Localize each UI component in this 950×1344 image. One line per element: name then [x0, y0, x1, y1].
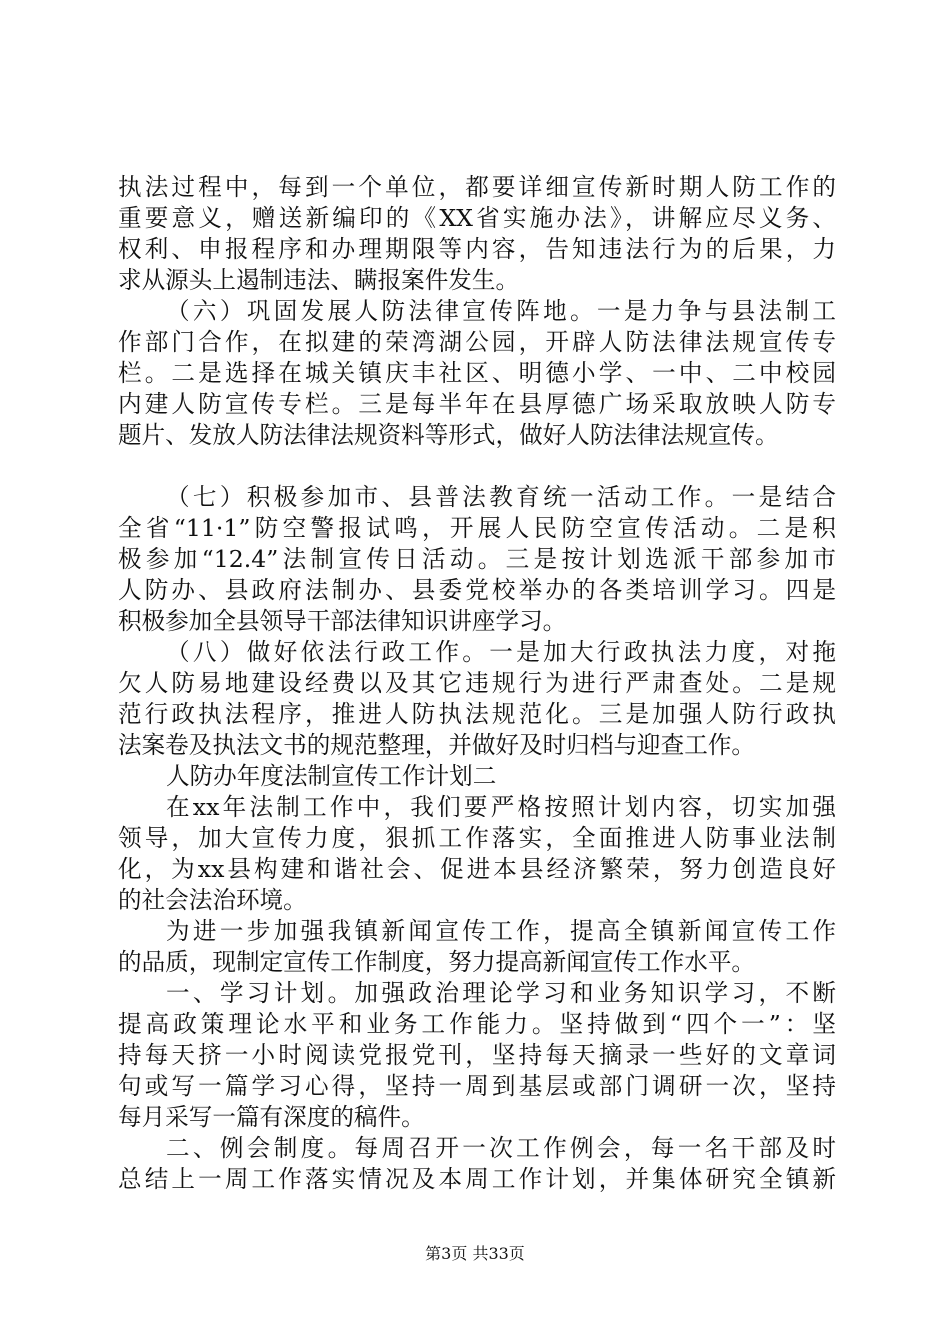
- section-heading: 人防办年度法制宣传工作计划二: [166, 762, 497, 790]
- text-line: （八）做好依法行政工作。一是加大行政执法力度，对拖: [166, 638, 836, 666]
- text-line: 全省“11·1”防空警报试鸣，开展人民防空宣传活动。二是积: [118, 514, 836, 542]
- text-line: 内建人防宣传专栏。三是每半年在县厚德广场采取放映人防专: [118, 390, 836, 418]
- text-line: 领导，加大宣传力度，狠抓工作落实，全面推进人防事业法制: [118, 824, 836, 852]
- text-line: 持每天挤一小时阅读党报党刊，坚持每天摘录一些好的文章词: [118, 1041, 836, 1069]
- text-line: 求从源头上遏制违法、瞒报案件发生。: [118, 266, 520, 294]
- text-line: 欠人防易地建设经费以及其它违规行为进行严肃查处。二是规: [118, 669, 836, 697]
- text-line: 积极参加全县领导干部法律知识讲座学习。: [118, 607, 567, 635]
- text-line: 人防办、县政府法制办、县委党校举办的各类培训学习。四是: [118, 576, 836, 604]
- text-line: 法案卷及执法文书的规范整理，并做好及时归档与迎查工作。: [118, 731, 756, 759]
- text-line: 执法过程中，每到一个单位，都要详细宣传新时期人防工作的: [118, 173, 836, 201]
- text-line: 的品质，现制定宣传工作制度，努力提高新闻宣传工作水平。: [118, 948, 756, 976]
- text-line: （七）积极参加市、县普法教育统一活动工作。一是结合: [166, 483, 836, 511]
- text-line: 题片、发放人防法律法规资料等形式，做好人防法律法规宣传。: [118, 421, 779, 449]
- text-line: （六）巩固发展人防法律宣传阵地。一是力争与县法制工: [166, 297, 836, 325]
- text-line: 栏。二是选择在城关镇庆丰社区、明德小学、一中、二中校园: [118, 359, 836, 387]
- text-line: 提高政策理论水平和业务工作能力。坚持做到“四个一”：坚: [118, 1010, 836, 1038]
- text-line: 二、例会制度。每周召开一次工作例会，每一名干部及时: [166, 1134, 836, 1162]
- text-line: 的社会法治环境。: [118, 886, 307, 914]
- paragraph-gap: [118, 451, 836, 482]
- text-line: 一、学习计划。加强政治理论学习和业务知识学习，不断: [166, 979, 836, 1007]
- text-line: 化，为xx县构建和谐社会、促进本县经济繁荣，努力创造良好: [118, 855, 836, 883]
- text-line: 句或写一篇学习心得，坚持一周到基层或部门调研一次，坚持: [118, 1072, 836, 1100]
- text-line: 作部门合作，在拟建的荣湾湖公园，开辟人防法律法规宣传专: [118, 328, 836, 356]
- text-line: 每月采写一篇有深度的稿件。: [118, 1103, 425, 1131]
- text-line: 总结上一周工作落实情况及本周工作计划，并集体研究全镇新: [118, 1165, 836, 1193]
- text-line: 范行政执法程序，推进人防执法规范化。三是加强人防行政执: [118, 700, 836, 728]
- text-line: 重要意义，赠送新编印的《XX省实施办法》，讲解应尽义务、: [118, 204, 836, 232]
- page-number-footer: 第3页 共33页: [425, 1244, 525, 1263]
- text-line: 在xx年法制工作中，我们要严格按照计划内容，切实加强: [166, 793, 836, 821]
- text-line: 为进一步加强我镇新闻宣传工作，提高全镇新闻宣传工作: [166, 917, 836, 945]
- text-line: 权利、申报程序和办理期限等内容，告知违法行为的后果，力: [118, 235, 836, 263]
- document-body: [118, 172, 836, 1195]
- text-line: 极参加“12.4”法制宣传日活动。三是按计划选派干部参加市: [118, 545, 836, 573]
